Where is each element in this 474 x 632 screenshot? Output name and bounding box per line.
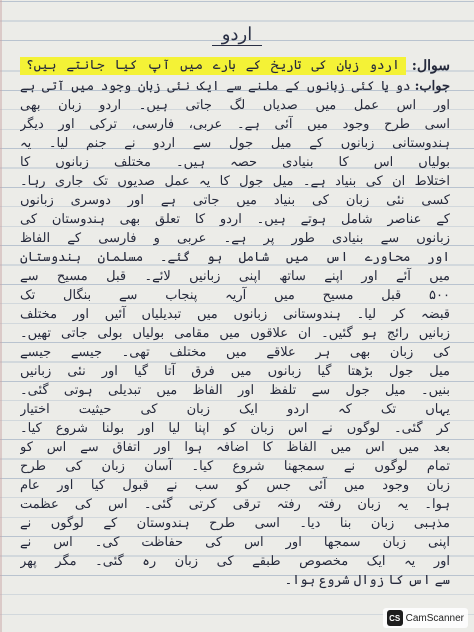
question-highlighted-text: اردو زبان کی تاریخ کے بارے میں آپ کیا جانتے ہیں؟ [20,57,406,75]
answer-line: یہاں تک کہ اردو ایک زبان کی حیثیت اختیار [20,402,450,417]
answer-line: زبانوں سے بنیادی طور پر ہے۔ عربی و فارسی کے الفاظ [20,231,450,246]
answer-line: مذہبی زبان بنا دیا۔ اسی طرح ہندوستان کے لوگوں نے [20,516,450,531]
answer-line: کسی نئی زبان کی بنیاد میں جاتی ہے اور دوسری زبانوں [20,193,450,208]
answer-line: قبضہ کر لیا۔ ہندوستانی زبانوں میں تبدیلیاں آئیں اور مختلف [20,307,450,322]
answer-line: ہوا۔ یہ زبان رفتہ رفتہ ترقی کرتی گئی۔ اس کی عظمت [20,497,450,512]
answer-line: زبان وجود میں آئی جس کو سب نے قبول کیا اور عام [20,478,450,493]
handwritten-content [20,56,450,590]
question-row [20,56,450,76]
camscanner-watermark [383,608,468,628]
question-label: سوال: [411,58,450,74]
answer-label: جواب: [414,79,450,94]
page-heading [0,24,474,46]
answer-line: اور یہ ایک مخصوص طبقے کی زبان رہ گئی۔ مگر پھر [20,554,450,569]
answer-line: میل جول بڑھتا گیا زبانوں میں فرق آتا گیا اور نئی زبانیں [20,364,450,379]
answer-line: ہندوستانی زبانوں کے میل جول سے اردو نے جنم لیا۔ یہ [20,136,450,151]
answer-line: بعد میں اس میں الفاظ کا اضافہ ہوا اور اتفاق سے اس کو [20,440,450,455]
answer-line [20,77,450,96]
answer-line: بولیاں اس کا بنیادی حصہ ہیں۔ مختلف زبانوں کا [20,155,450,170]
answer-line: سے اس کا زوال شروع ہوا۔ [284,573,450,588]
answer-line: اور محاورے اس میں شامل ہو گئے۔ مسلمان ہندوستان [20,250,450,265]
answer-line: اسی طرح وجود میں آئی ہے۔ عربی، فارسی، ترکی اور دیگر [20,117,450,132]
answer-line: اختلاط ان کی بنیاد ہے۔ میل جول کا یہ عمل صدیوں تک جاری رہا۔ [20,174,450,189]
camscanner-logo-icon: CS [387,610,403,626]
answer-line: اپنی زبان سمجھا اور اس کی حفاظت کی۔ اس نے [20,535,450,550]
answer-line: کر گئی۔ لوگوں نے اس زبان کو اپنا لیا اور بولنا شروع کیا۔ [20,421,450,436]
answer-line-text: دو یا کئی زبانوں کے ملنے سے ایک نئی زبان وجود میں آتی ہے [20,79,411,94]
answer-line: تمام لوگوں نے سمجھنا شروع کیا۔ آسان زبان کی طرح [20,459,450,474]
answer-line: میں آئے اور اپنے ساتھ اپنی زبانیں لائے۔ قبل مسیح سے [20,269,450,284]
heading-text: اردو [212,24,262,46]
answer-line: اور اس عمل میں صدیاں لگ جاتی ہیں۔ اردو زبان بھی [20,98,450,113]
answer-line: زبانیں رائج ہو گئیں۔ ان علاقوں میں مقامی بولیاں بولی جاتی تھیں۔ [20,326,450,341]
margin-line [0,0,2,632]
answer-line: ۵۰۰ قبل مسیح میں آریہ پنجاب سے بنگال تک [20,288,450,303]
answer-line: کی زبان بھی ہر علاقے میں مختلف تھی۔ جیسے جیسے [20,345,450,360]
answer-line: بنیں۔ میل جول سے تلفظ اور الفاظ میں تبدیلی ہوتی گئی۔ [20,383,450,398]
answer-line: کے عناصر شامل ہوتے ہیں۔ اردو کا تعلق بھی ہندوستان کی [20,212,450,227]
camscanner-name: CamScanner [405,612,464,624]
